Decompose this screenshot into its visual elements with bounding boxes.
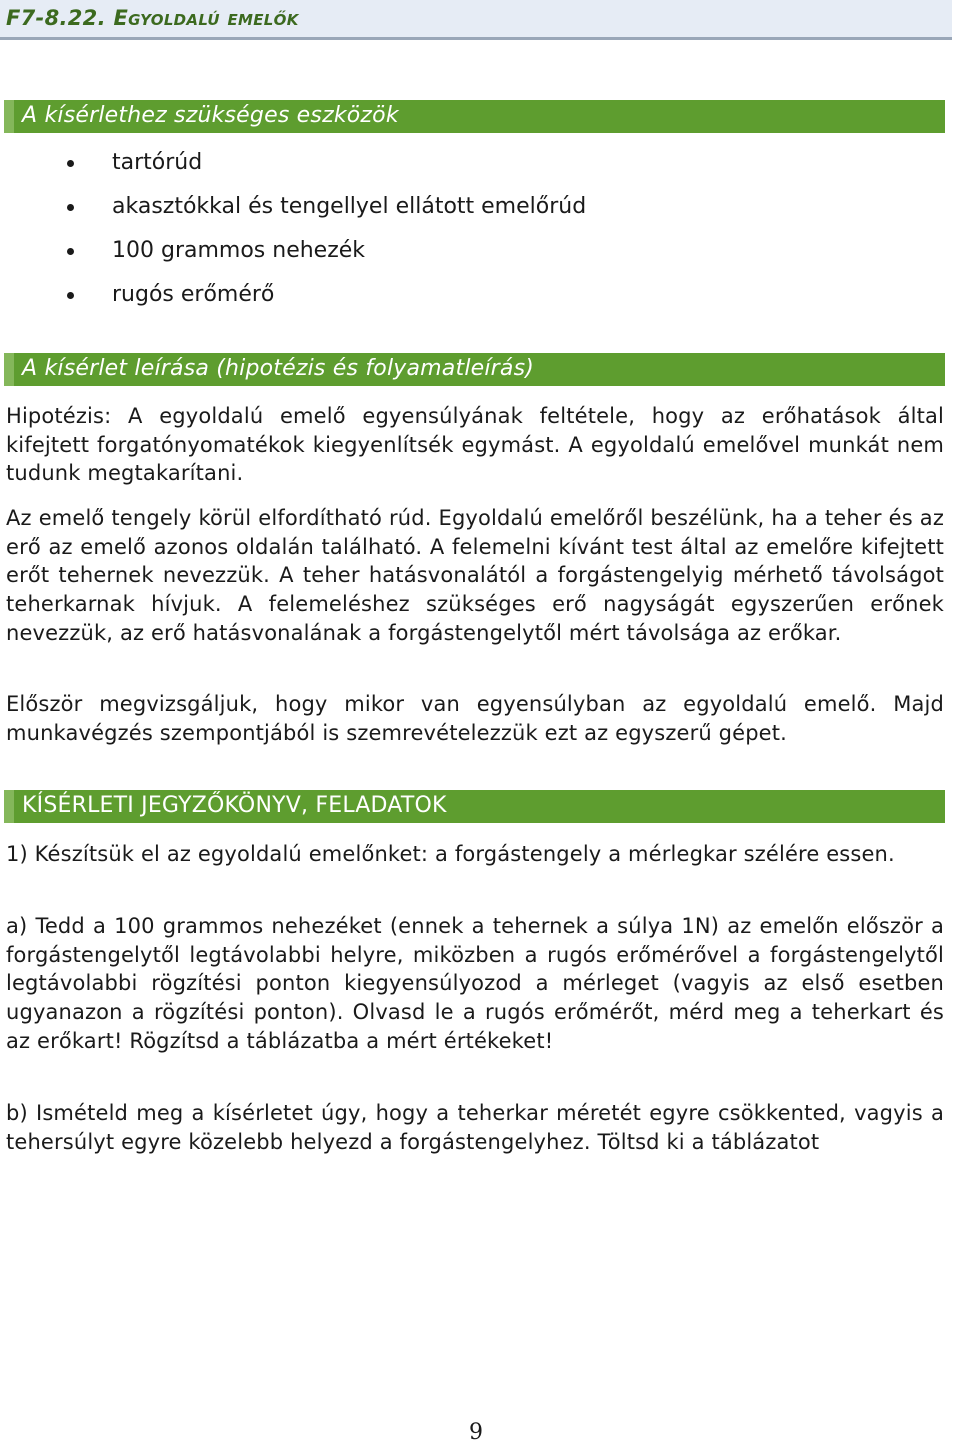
task-a-paragraph: a) Tedd a 100 grammos nehezéket (ennek a tehernek a súlya 1N) az emelőn először a forgástengelytől legtávolabbi helyre, miközben a rugós erőmérővel a forgástengelytől legtávolabbi rögzítési ponton kiegyensúlyozod a mérleget (vagyis az első esetben ugyanazon a rögzítési ponton). Olvasd le a rugós erőmérőt, mérd meg a teherkart és az erőkart! Rögzítsd a táblázatba a mért értékeket! bbox=[6, 914, 944, 1053]
page-title-text: Egyoldalú emelők bbox=[113, 6, 299, 30]
list-item-text: 100 grammos nehezék bbox=[112, 238, 366, 263]
bullet-icon bbox=[67, 160, 74, 167]
protocol-heading: KÍSÉRLETI JEGYZŐKÖNYV, FELADATOK bbox=[22, 793, 447, 818]
list-item-text: tartórúd bbox=[112, 150, 203, 175]
list-item bbox=[0, 145, 586, 189]
bullet-icon bbox=[67, 248, 74, 255]
task-1-paragraph: 1) Készítsük el az egyoldalú emelőnket: a forgástengely a mérlegkar szélére essen. bbox=[6, 842, 895, 866]
tools-heading: A kísérlethez szükséges eszközök bbox=[22, 103, 399, 128]
bullet-icon bbox=[67, 292, 74, 299]
list-item-text: rugós erőmérő bbox=[112, 282, 275, 307]
page-number: 9 bbox=[469, 1420, 483, 1445]
tools-list bbox=[0, 145, 586, 321]
list-item bbox=[0, 277, 586, 321]
list-item bbox=[0, 233, 586, 277]
protocol-heading-bar bbox=[4, 790, 945, 823]
list-item-text: akasztókkal és tengellyel ellátott emelőrúd bbox=[112, 194, 587, 219]
list-item bbox=[0, 189, 586, 233]
intro-paragraph: Először megvizsgáljuk, hogy mikor van egyensúlyban az egyoldalú emelő. Majd munkavégzés szempontjából is szemrevételezzük ezt az egyszerű gépet. bbox=[6, 692, 944, 745]
description-heading-bar bbox=[4, 353, 945, 386]
tools-heading-bar bbox=[4, 100, 945, 133]
page-header bbox=[0, 0, 952, 40]
task-b-paragraph: b) Ismételd meg a kísérletet úgy, hogy a teherkar méretét egyre csökkented, vagyis a tehersúlyt egyre közelebb helyezd a forgástengelyhez. Töltsd ki a táblázatot bbox=[6, 1101, 944, 1154]
definition-paragraph: Az emelő tengely körül elfordítható rúd. Egyoldalú emelőről beszélünk, ha a teher és az erő az emelő azonos oldalán található. A felemelni kívánt test által az emelőre kifejtett erőt tehernek nevezzük. A teher hatásvonalától a forgástengelyig mérhető távolságot teherkarnak hívjuk. A felemeléshez szükséges erő nagyságát egyszerűen erőnek nevezzük, az erő hatásvonalának a forgástengelytől mért távolsága az erőkar. bbox=[6, 506, 944, 645]
page-code: F7-8.22. bbox=[6, 6, 106, 30]
hypothesis-paragraph: Hipotézis: A egyoldalú emelő egyensúlyának feltétele, hogy az erőhatások által kifejtett forgatónyomatékok kiegyenlítsék egymást. A egyoldalú emelővel munkát nem tudunk megtakarítani. bbox=[6, 404, 944, 486]
page-title bbox=[6, 6, 299, 30]
description-heading: A kísérlet leírása (hipotézis és folyamatleírás) bbox=[22, 356, 535, 381]
bullet-icon bbox=[67, 204, 74, 211]
